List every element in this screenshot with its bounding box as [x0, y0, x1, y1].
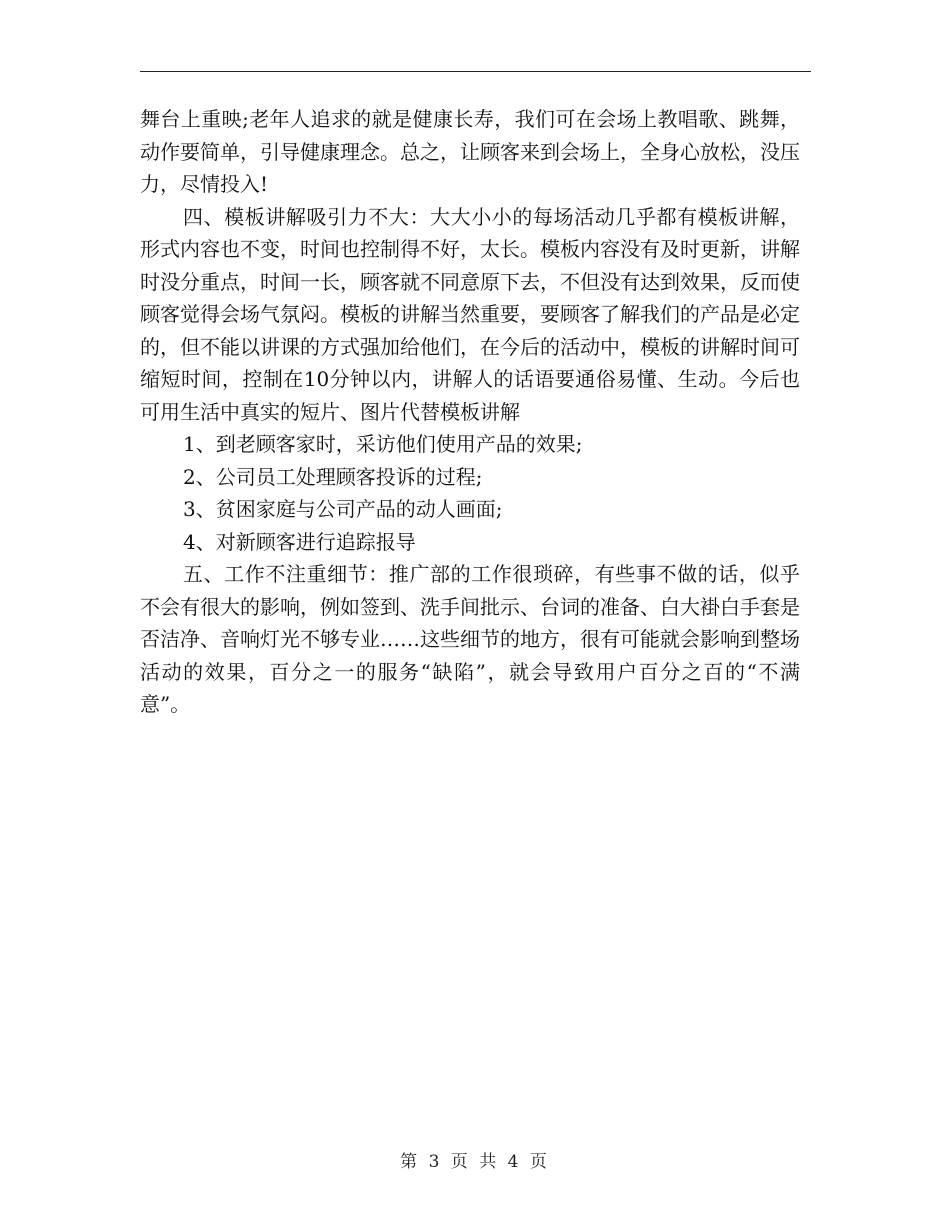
paragraph-section-five: 五、工作不注重细节：推广部的工作很琐碎，有些事不做的话，似乎不会有很大的影响，例如签到、洗手间批示、台词的准备、白大褂白手套是否洁净、音响灯光不够专业……这些细节的地方，很有可能就会影响到整场活动的效果，百分之一的服务“缺陷”，就会导致用户百分之百的“不满意”。 [140, 562, 800, 716]
page-number-footer: 第 3 页 共 4 页 [400, 1152, 550, 1172]
paragraph-continuation: 舞台上重映;老年人追求的就是健康长寿，我们可在会场上教唱歌、跳舞，动作要简单，引导健康理念。总之，让顾客来到会场上，全身心放松，没压力，尽情投入! [140, 107, 800, 196]
document-body [140, 103, 800, 721]
list-item-4: 4、对新顾客进行追踪报导 [183, 529, 416, 554]
list-item-3: 3、贫困家庭与公司产品的动人画面; [183, 497, 503, 521]
paragraph-section-four: 四、模板讲解吸引力不大：大大小小的每场活动几乎都有模板讲解，形式内容也不变，时间也控制得不好，太长。模板内容没有及时更新，讲解时没分重点，时间一长，顾客就不同意原下去，不但没有达到效果，反而使顾客觉得会场气氛闷。模板的讲解当然重要，要顾客了解我们的产品是必定的，但不能以讲课的方式强加给他们，在今后的活动中，模板的讲解时间可缩短时间，控制在10分钟以内，讲解人的话语要通俗易懂、生动。今后也可用生活中真实的短片、图片代替模板讲解 [140, 204, 800, 424]
list-item-2: 2、公司员工处理顾客投诉的过程; [183, 464, 483, 489]
header-rule [140, 71, 811, 72]
list-item-1: 1、到老顾客家时，采访他们使用产品的效果; [183, 432, 583, 456]
